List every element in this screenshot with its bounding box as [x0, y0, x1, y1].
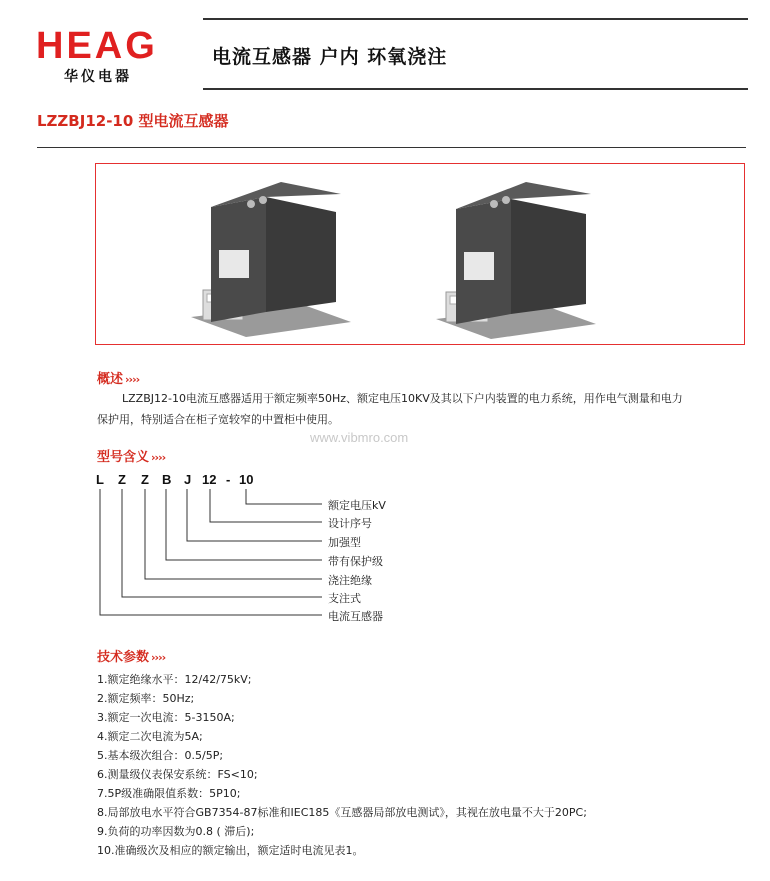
code-letter-j: J: [184, 472, 192, 487]
overview-line-1: LZZBJ12-10电流互感器适用于额定频率50Hz、额定电压10KV及其以下户内装置的电力系统，用作电气测量和电力: [122, 392, 683, 405]
tech-param-item: 6.测量级仪表保安系统：FS<10;: [97, 768, 258, 781]
code-letter-l: L: [96, 472, 104, 487]
brand-subtitle: 华仪电器: [64, 69, 132, 85]
model-title: LZZBJ12-10 型电流互感器: [37, 112, 229, 130]
code-letter-z2: Z: [141, 472, 149, 487]
overview-heading-label: 概述: [97, 372, 124, 387]
code-meaning-reinforced: 加强型: [328, 536, 361, 549]
tech-param-item: 1.额定绝缘水平：12/42/75kV;: [97, 673, 252, 686]
tech-params-heading-label: 技术参数: [97, 650, 150, 665]
watermark: www.vibmro.com: [310, 430, 409, 445]
tech-param-item: 10.准确级次及相应的额定输出，额定适时电流见表1。: [97, 844, 364, 857]
code-meaning-support-type: 支注式: [328, 592, 361, 605]
tech-param-item: 7.5P级准确限值系数：5P10;: [97, 787, 241, 800]
brand-logo: HEAG: [36, 25, 158, 67]
code-letter-z1: Z: [118, 472, 126, 487]
tech-param-item: 3.额定一次电流：5-3150A;: [97, 711, 235, 724]
code-meaning-design-serial: 设计序号: [328, 517, 372, 530]
chevrons-icon: ››››: [151, 451, 166, 464]
code-number-12: 12: [202, 472, 217, 487]
code-meaning-current-transformer: 电流互感器: [328, 610, 383, 623]
tech-param-item: 9.负荷的功率因数为0.8 ( 滞后);: [97, 825, 255, 838]
tech-param-item: 5.基本级次组合：0.5/5P;: [97, 749, 224, 762]
code-meaning-cast-insulation: 浇注绝缘: [328, 574, 372, 587]
code-meaning-rated-voltage: 额定电压kV: [328, 499, 386, 512]
code-number-10: 10: [239, 472, 254, 487]
chevrons-icon: ››››: [125, 373, 140, 386]
tech-params-heading: [97, 646, 165, 665]
code-meaning-protection-class: 带有保护级: [328, 555, 383, 568]
tech-param-item: 8.局部放电水平符合GB7354-87标准和IEC185《互感器局部放电测试》，其视在放电量不大于20PC;: [97, 806, 587, 819]
tech-param-item: 4.额定二次电流为5A;: [97, 730, 203, 743]
chevrons-icon: ››››: [151, 651, 166, 664]
model-meaning-heading-label: 型号含义: [97, 450, 150, 465]
code-letter-b: B: [162, 472, 172, 487]
code-dash: -: [226, 472, 231, 487]
header-title: 电流互感器 户内 环氧浇注: [212, 46, 448, 68]
overview-line-2: 保护用，特别适合在柜子宽较窄的中置柜中使用。: [97, 413, 339, 426]
tech-param-item: 2.额定频率：50Hz;: [97, 692, 195, 705]
